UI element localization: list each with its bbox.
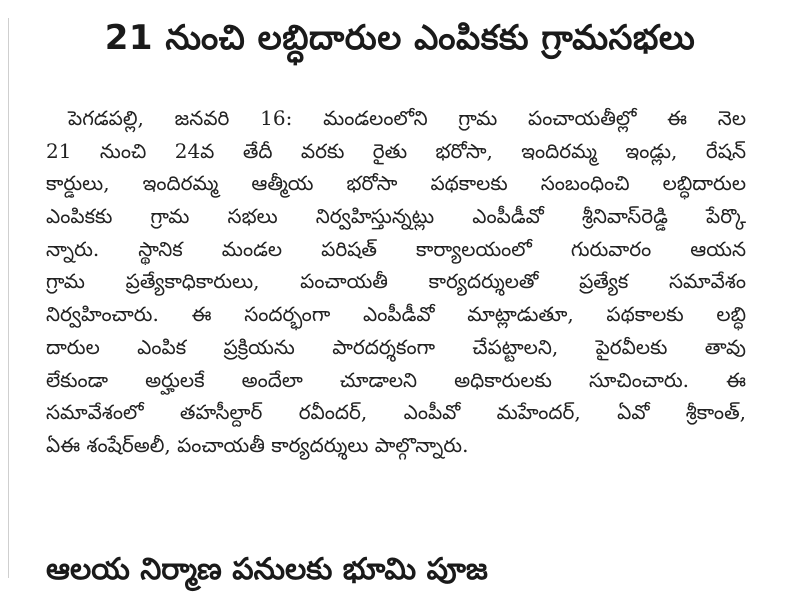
article-line: 21 నుంచి 24వ తేదీ వరకు రైతు భరోసా, ఇందిరమ్మ ఇండ్లు, రేషన్: [46, 138, 746, 163]
article-line: ఎంపికకు గ్రామ సభలు నిర్వహిస్తున్నట్లు ఎంపీడీవో శ్రీనివాస్‌రెడ్డి పేర్కొ: [46, 204, 746, 229]
article-body: [46, 102, 746, 462]
article-line: న్నారు. స్థానిక మండల పరిషత్ కార్యాలయంలో గురువారం ఆయన: [46, 236, 746, 261]
article-line: దారుల ఎంపిక ప్రక్రియను పారదర్శకంగా చేపట్టాలని, పైరవీలకు తావు: [46, 334, 746, 359]
article-line: నిర్వహించారు. ఈ సందర్భంగా ఎంపీడీవో మాట్లాడుతూ, పథకాలకు లబ్ధి: [46, 302, 746, 327]
article-line: కార్డులు, ఇందిరమ్మ ఆత్మీయ భరోసా పథకాలకు సంబంధించి లబ్ధిదారుల: [46, 171, 746, 196]
article-line: సమావేశంలో తహసీల్దార్ రవీందర్, ఎంపీవో మహేందర్, ఏవో శ్రీకాంత్,: [46, 400, 746, 425]
next-article-headline: ఆలయ నిర్మాణ పనులకు భూమి పూజ: [46, 552, 488, 587]
article-line: లేకుండా అర్హులకే అందేలా చూడాలని అధికారులకు సూచించారు. ఈ: [46, 367, 746, 392]
article-line: గ్రామ ప్రత్యేకాధికారులు, పంచాయతీ కార్యదర్శులతో ప్రత్యేక సమావేశం: [46, 269, 746, 294]
article-line: పెగడపల్లి, జనవరి 16: మండలంలోని గ్రామ పంచాయతీల్లో ఈ నెల: [68, 106, 746, 130]
article-headline: 21 నుంచి లబ్ధిదారుల ఎంపికకు గ్రామసభలు: [104, 18, 696, 58]
article-line: ఏఈ శంషేర్‌అలీ, పంచాయతీ కార్యదర్శులు పాల్గొన్నారు.: [46, 432, 469, 457]
column-divider: [8, 18, 9, 578]
